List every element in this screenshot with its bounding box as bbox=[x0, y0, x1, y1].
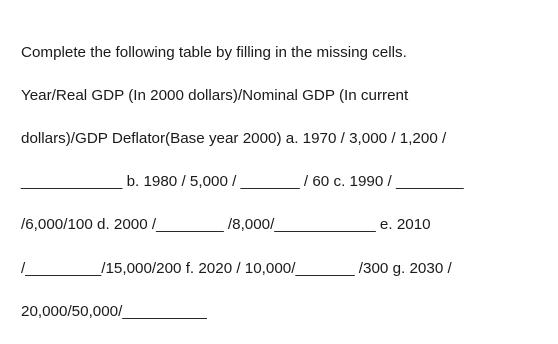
question-text bbox=[21, 20, 548, 344]
question-line: Year/Real GDP (In 2000 dollars)/Nominal GDP (In current bbox=[21, 86, 409, 104]
question-line: Complete the following table by filling in the missing cells. bbox=[21, 43, 407, 61]
question-line: /6,000/100 d. 2000 /________ /8,000/____________ e. 2010 bbox=[21, 216, 431, 234]
question-line: /_________/15,000/200 f. 2020 / 10,000/_______ /300 g. 2030 / bbox=[21, 259, 452, 277]
question-line: 20,000/50,000/__________ bbox=[21, 302, 207, 320]
question-line: ____________ b. 1980 / 5,000 / _______ / 60 c. 1990 / ________ bbox=[21, 173, 464, 191]
question-line: dollars)/GDP Deflator(Base year 2000) a. 1970 / 3,000 / 1,200 / bbox=[21, 129, 447, 147]
